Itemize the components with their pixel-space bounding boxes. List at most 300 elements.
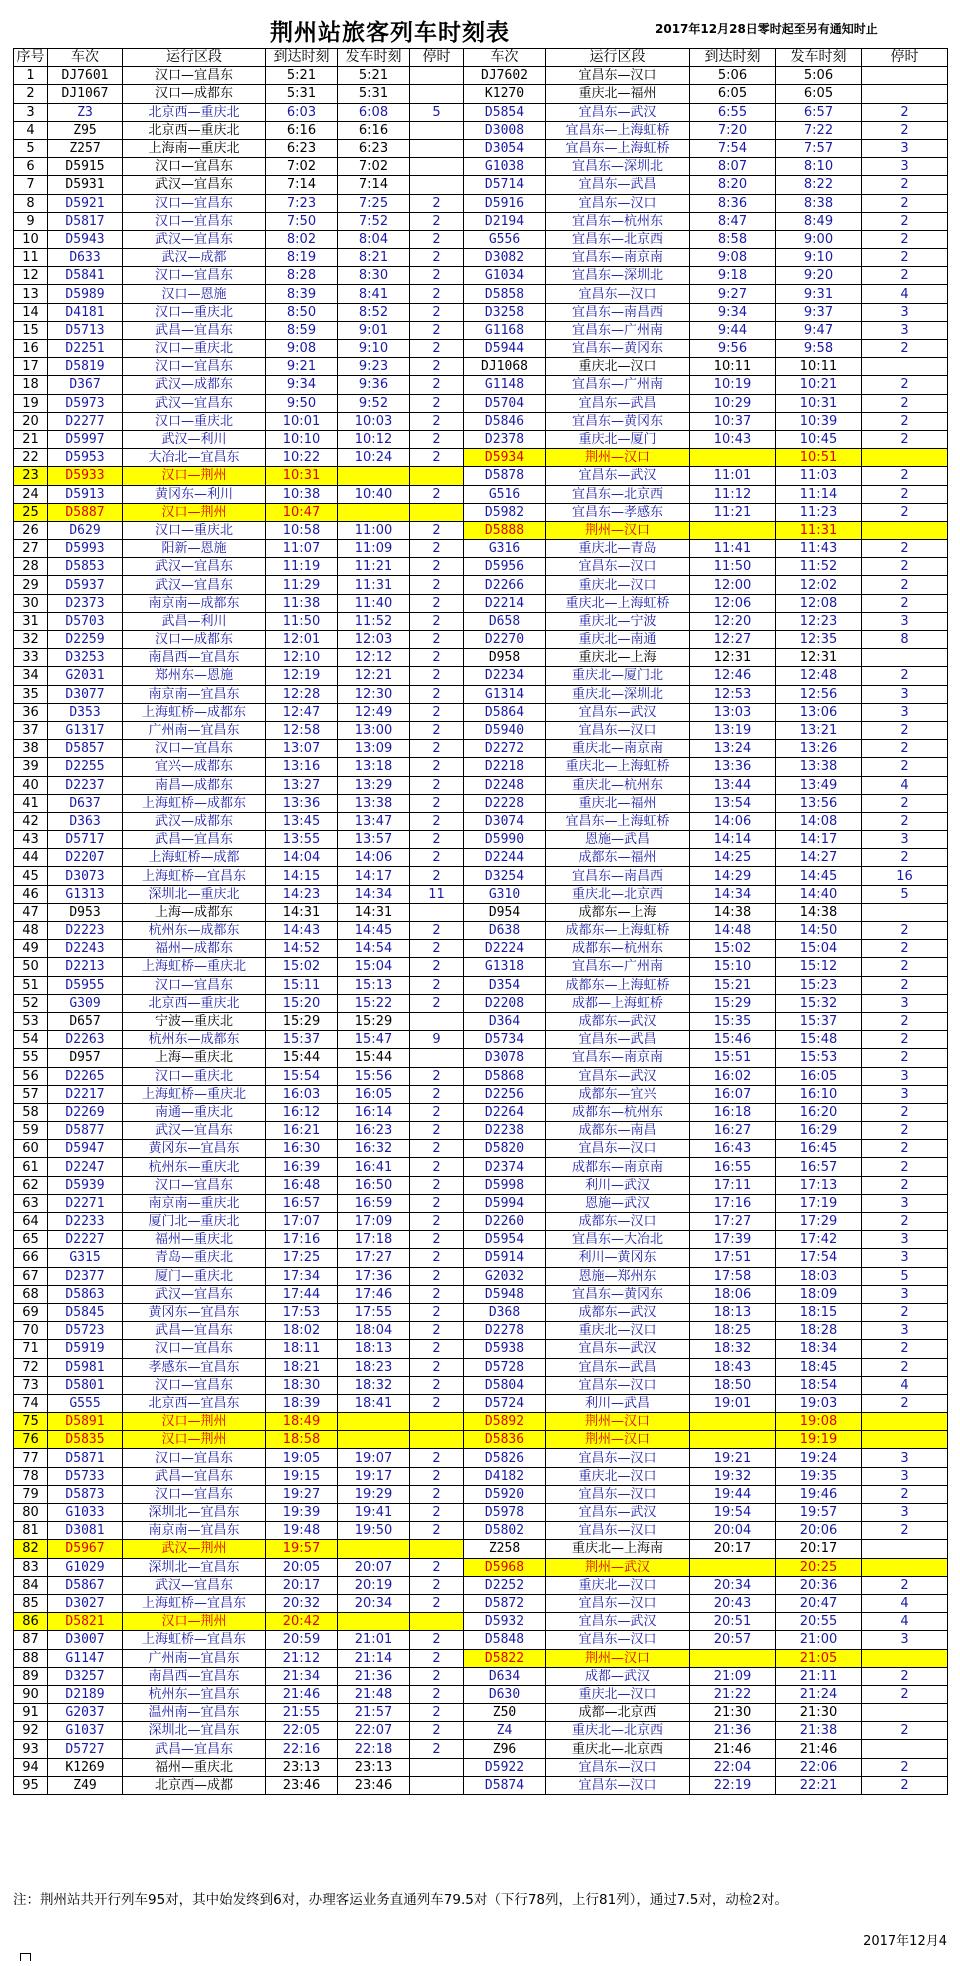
right-route: 宜昌东—南昌西 bbox=[546, 303, 690, 321]
left-stop: 2 bbox=[410, 394, 464, 412]
left-route: 武汉—宜昌东 bbox=[123, 230, 266, 248]
right-stop: 2 bbox=[862, 1340, 948, 1358]
left-depart: 11:09 bbox=[338, 540, 410, 558]
right-stop: 2 bbox=[862, 922, 948, 940]
right-depart: 17:29 bbox=[776, 1213, 862, 1231]
right-depart: 13:21 bbox=[776, 721, 862, 739]
right-train: K1270 bbox=[464, 85, 546, 103]
left-train: D3077 bbox=[48, 685, 123, 703]
row-seq: 93 bbox=[14, 1740, 48, 1758]
left-stop: 2 bbox=[410, 358, 464, 376]
right-train: D3054 bbox=[464, 139, 546, 157]
table-row bbox=[14, 1704, 948, 1722]
left-arrive: 20:59 bbox=[266, 1631, 338, 1649]
left-arrive: 19:48 bbox=[266, 1522, 338, 1540]
right-stop bbox=[862, 449, 948, 467]
left-train: D5835 bbox=[48, 1431, 123, 1449]
left-stop: 2 bbox=[410, 1231, 464, 1249]
right-depart: 21:38 bbox=[776, 1722, 862, 1740]
right-depart: 20:55 bbox=[776, 1613, 862, 1631]
row-seq: 25 bbox=[14, 503, 48, 521]
right-stop: 2 bbox=[862, 758, 948, 776]
table-row bbox=[14, 1522, 948, 1540]
left-depart: 6:08 bbox=[338, 103, 410, 121]
table-row bbox=[14, 467, 948, 485]
right-route: 宜昌东—大冶北 bbox=[546, 1231, 690, 1249]
left-depart: 23:46 bbox=[338, 1776, 410, 1794]
left-stop: 2 bbox=[410, 631, 464, 649]
right-stop: 5 bbox=[862, 885, 948, 903]
left-depart: 17:09 bbox=[338, 1213, 410, 1231]
row-seq: 85 bbox=[14, 1594, 48, 1612]
left-depart: 6:23 bbox=[338, 139, 410, 157]
right-arrive: 12:31 bbox=[690, 649, 776, 667]
right-route: 重庆北—厦门 bbox=[546, 430, 690, 448]
right-train: D3074 bbox=[464, 812, 546, 830]
left-arrive: 10:58 bbox=[266, 521, 338, 539]
right-train: D5914 bbox=[464, 1249, 546, 1267]
left-route: 阳新—恩施 bbox=[123, 540, 266, 558]
left-train: D957 bbox=[48, 1049, 123, 1067]
right-route: 宜昌东—南昌西 bbox=[546, 867, 690, 885]
left-train: D2243 bbox=[48, 940, 123, 958]
right-train: D5714 bbox=[464, 176, 546, 194]
left-depart: 16:23 bbox=[338, 1122, 410, 1140]
right-stop: 2 bbox=[862, 194, 948, 212]
footnote: 注：荆州站共开行列车95对，其中始发终到6对，办理客运业务直通列车79.5对（下行78列，上行81列），通过7.5对，动检2对。 bbox=[13, 1892, 788, 1908]
left-arrive: 10:22 bbox=[266, 449, 338, 467]
left-stop: 2 bbox=[410, 1267, 464, 1285]
left-route: 汉口—宜昌东 bbox=[123, 358, 266, 376]
right-route: 荆州—汉口 bbox=[546, 1413, 690, 1431]
right-depart: 15:37 bbox=[776, 1012, 862, 1030]
right-arrive bbox=[690, 1413, 776, 1431]
right-route: 宜昌东—汉口 bbox=[546, 558, 690, 576]
right-train: D2194 bbox=[464, 212, 546, 230]
left-route: 宜兴—成都东 bbox=[123, 758, 266, 776]
left-stop: 2 bbox=[410, 1631, 464, 1649]
left-arrive: 14:15 bbox=[266, 867, 338, 885]
right-route: 重庆北—厦门北 bbox=[546, 667, 690, 685]
right-route: 成都—北京西 bbox=[546, 1704, 690, 1722]
left-route: 汉口—宜昌东 bbox=[123, 1376, 266, 1394]
left-train: D5937 bbox=[48, 576, 123, 594]
right-depart: 21:11 bbox=[776, 1667, 862, 1685]
right-stop: 3 bbox=[862, 1285, 948, 1303]
right-route: 重庆北—汉口 bbox=[546, 1467, 690, 1485]
left-train: D5981 bbox=[48, 1358, 123, 1376]
left-train: D5997 bbox=[48, 430, 123, 448]
left-arrive: 6:03 bbox=[266, 103, 338, 121]
right-stop: 2 bbox=[862, 576, 948, 594]
left-depart: 11:21 bbox=[338, 558, 410, 576]
right-depart: 9:00 bbox=[776, 230, 862, 248]
right-arrive: 12:27 bbox=[690, 631, 776, 649]
right-depart: 22:06 bbox=[776, 1758, 862, 1776]
left-route: 上海虹桥—重庆北 bbox=[123, 958, 266, 976]
left-stop: 2 bbox=[410, 1740, 464, 1758]
left-depart: 22:07 bbox=[338, 1722, 410, 1740]
right-stop: 2 bbox=[862, 558, 948, 576]
right-depart: 11:14 bbox=[776, 485, 862, 503]
right-stop: 3 bbox=[862, 994, 948, 1012]
right-route: 重庆北—北京西 bbox=[546, 885, 690, 903]
left-train: D5933 bbox=[48, 467, 123, 485]
right-stop: 2 bbox=[862, 1485, 948, 1503]
right-arrive bbox=[690, 1558, 776, 1576]
right-arrive bbox=[690, 449, 776, 467]
right-depart: 13:06 bbox=[776, 703, 862, 721]
left-depart: 18:04 bbox=[338, 1322, 410, 1340]
left-stop bbox=[410, 85, 464, 103]
header-row bbox=[14, 49, 948, 67]
right-route: 宜昌东—汉口 bbox=[546, 1449, 690, 1467]
left-route: 汉口—荆州 bbox=[123, 1613, 266, 1631]
right-route: 成都东—上海虹桥 bbox=[546, 976, 690, 994]
left-train: D3257 bbox=[48, 1667, 123, 1685]
right-train: G1168 bbox=[464, 321, 546, 339]
left-route: 深圳北—宜昌东 bbox=[123, 1504, 266, 1522]
left-stop: 2 bbox=[410, 1667, 464, 1685]
right-stop bbox=[862, 1649, 948, 1667]
left-arrive: 19:39 bbox=[266, 1504, 338, 1522]
left-stop: 2 bbox=[410, 1285, 464, 1303]
left-stop: 2 bbox=[410, 1158, 464, 1176]
row-seq: 88 bbox=[14, 1649, 48, 1667]
right-train: D5948 bbox=[464, 1285, 546, 1303]
left-depart: 21:57 bbox=[338, 1704, 410, 1722]
left-arrive: 22:16 bbox=[266, 1740, 338, 1758]
left-train: D5863 bbox=[48, 1285, 123, 1303]
left-route: 汉口—宜昌东 bbox=[123, 267, 266, 285]
left-route: 武昌—宜昌东 bbox=[123, 321, 266, 339]
left-route: 北京西—重庆北 bbox=[123, 121, 266, 139]
left-route: 武汉—宜昌东 bbox=[123, 576, 266, 594]
left-depart: 11:40 bbox=[338, 594, 410, 612]
left-depart: 17:27 bbox=[338, 1249, 410, 1267]
right-arrive: 8:36 bbox=[690, 194, 776, 212]
left-train: D2189 bbox=[48, 1685, 123, 1703]
right-train: D5944 bbox=[464, 340, 546, 358]
row-seq: 78 bbox=[14, 1467, 48, 1485]
right-train: G1314 bbox=[464, 685, 546, 703]
right-train: D354 bbox=[464, 976, 546, 994]
left-train: D2263 bbox=[48, 1031, 123, 1049]
right-arrive: 6:05 bbox=[690, 85, 776, 103]
right-depart: 19:08 bbox=[776, 1413, 862, 1431]
left-stop: 2 bbox=[410, 1122, 464, 1140]
left-train: D5943 bbox=[48, 230, 123, 248]
right-stop: 2 bbox=[862, 1667, 948, 1685]
right-route: 宜昌东—武汉 bbox=[546, 703, 690, 721]
right-arrive: 20:34 bbox=[690, 1576, 776, 1594]
right-route: 重庆北—上海虹桥 bbox=[546, 594, 690, 612]
left-arrive: 17:34 bbox=[266, 1267, 338, 1285]
left-route: 汉口—荆州 bbox=[123, 467, 266, 485]
left-arrive: 22:05 bbox=[266, 1722, 338, 1740]
col-header-route-2: 运行区段 bbox=[546, 49, 690, 67]
left-arrive: 19:27 bbox=[266, 1485, 338, 1503]
right-stop: 2 bbox=[862, 794, 948, 812]
left-arrive: 15:20 bbox=[266, 994, 338, 1012]
right-depart: 16:45 bbox=[776, 1140, 862, 1158]
left-route: 武汉—成都 bbox=[123, 249, 266, 267]
right-route: 荆州—武汉 bbox=[546, 1558, 690, 1576]
left-train: D633 bbox=[48, 249, 123, 267]
right-route: 成都东—汉口 bbox=[546, 1213, 690, 1231]
row-seq: 51 bbox=[14, 976, 48, 994]
right-arrive: 15:46 bbox=[690, 1031, 776, 1049]
right-train: Z50 bbox=[464, 1704, 546, 1722]
right-arrive: 7:54 bbox=[690, 139, 776, 157]
right-arrive: 19:01 bbox=[690, 1394, 776, 1412]
right-arrive: 16:55 bbox=[690, 1158, 776, 1176]
left-depart: 13:38 bbox=[338, 794, 410, 812]
right-stop: 3 bbox=[862, 1249, 948, 1267]
table-row bbox=[14, 740, 948, 758]
left-train: D5887 bbox=[48, 503, 123, 521]
right-arrive: 20:17 bbox=[690, 1540, 776, 1558]
right-depart: 11:03 bbox=[776, 467, 862, 485]
right-route: 荆州—汉口 bbox=[546, 1649, 690, 1667]
left-train: D5993 bbox=[48, 540, 123, 558]
right-train: D5872 bbox=[464, 1594, 546, 1612]
right-stop: 2 bbox=[862, 249, 948, 267]
left-stop: 2 bbox=[410, 1322, 464, 1340]
left-stop bbox=[410, 158, 464, 176]
left-route: 厦门—重庆北 bbox=[123, 1267, 266, 1285]
right-arrive: 15:21 bbox=[690, 976, 776, 994]
row-seq: 80 bbox=[14, 1504, 48, 1522]
right-route: 宜昌东—武汉 bbox=[546, 467, 690, 485]
table-row bbox=[14, 1431, 948, 1449]
right-stop: 2 bbox=[862, 1049, 948, 1067]
right-train: D2238 bbox=[464, 1122, 546, 1140]
left-depart: 16:50 bbox=[338, 1176, 410, 1194]
row-seq: 50 bbox=[14, 958, 48, 976]
right-route: 重庆北—福州 bbox=[546, 85, 690, 103]
left-stop: 2 bbox=[410, 1558, 464, 1576]
right-route: 成都东—南昌 bbox=[546, 1122, 690, 1140]
row-seq: 7 bbox=[14, 176, 48, 194]
right-stop: 2 bbox=[862, 740, 948, 758]
right-train: D3082 bbox=[464, 249, 546, 267]
left-route: 武汉—宜昌东 bbox=[123, 176, 266, 194]
row-seq: 15 bbox=[14, 321, 48, 339]
left-route: 宁波—重庆北 bbox=[123, 1012, 266, 1030]
left-route: 南昌—成都东 bbox=[123, 776, 266, 794]
row-seq: 74 bbox=[14, 1394, 48, 1412]
left-train: D2237 bbox=[48, 776, 123, 794]
left-route: 汉口—成都东 bbox=[123, 85, 266, 103]
row-seq: 29 bbox=[14, 576, 48, 594]
table-row bbox=[14, 1776, 948, 1794]
row-seq: 72 bbox=[14, 1358, 48, 1376]
left-route: 上海虹桥—宜昌东 bbox=[123, 867, 266, 885]
right-arrive: 19:54 bbox=[690, 1504, 776, 1522]
right-depart: 9:20 bbox=[776, 267, 862, 285]
left-route: 武汉—荆州 bbox=[123, 1540, 266, 1558]
left-stop bbox=[410, 1613, 464, 1631]
left-depart: 21:36 bbox=[338, 1667, 410, 1685]
row-seq: 92 bbox=[14, 1722, 48, 1740]
right-route: 成都东—杭州东 bbox=[546, 1103, 690, 1121]
left-train: D3007 bbox=[48, 1631, 123, 1649]
left-depart: 17:18 bbox=[338, 1231, 410, 1249]
right-depart: 20:25 bbox=[776, 1558, 862, 1576]
left-route: 黄冈东—宜昌东 bbox=[123, 1303, 266, 1321]
table-row bbox=[14, 1358, 948, 1376]
right-train: D5940 bbox=[464, 721, 546, 739]
row-seq: 57 bbox=[14, 1085, 48, 1103]
right-arrive: 15:02 bbox=[690, 940, 776, 958]
right-stop: 3 bbox=[862, 1467, 948, 1485]
left-train: D5953 bbox=[48, 449, 123, 467]
right-depart: 22:21 bbox=[776, 1776, 862, 1794]
right-arrive: 21:46 bbox=[690, 1740, 776, 1758]
right-route: 重庆北—上海南 bbox=[546, 1540, 690, 1558]
right-stop: 3 bbox=[862, 612, 948, 630]
right-route: 宜昌东—深圳北 bbox=[546, 158, 690, 176]
table-row bbox=[14, 812, 948, 830]
row-seq: 41 bbox=[14, 794, 48, 812]
left-train: D5723 bbox=[48, 1322, 123, 1340]
right-depart: 21:30 bbox=[776, 1704, 862, 1722]
left-depart: 12:03 bbox=[338, 631, 410, 649]
left-stop: 2 bbox=[410, 958, 464, 976]
left-stop: 2 bbox=[410, 1176, 464, 1194]
row-seq: 37 bbox=[14, 721, 48, 739]
left-stop: 2 bbox=[410, 612, 464, 630]
left-arrive: 15:29 bbox=[266, 1012, 338, 1030]
right-stop: 2 bbox=[862, 1776, 948, 1794]
left-train: G2031 bbox=[48, 667, 123, 685]
left-stop: 2 bbox=[410, 1194, 464, 1212]
left-arrive: 8:39 bbox=[266, 285, 338, 303]
left-stop: 2 bbox=[410, 267, 464, 285]
table-row bbox=[14, 1213, 948, 1231]
left-depart: 11:52 bbox=[338, 612, 410, 630]
right-arrive: 12:06 bbox=[690, 594, 776, 612]
right-arrive: 17:51 bbox=[690, 1249, 776, 1267]
left-stop: 2 bbox=[410, 340, 464, 358]
right-train: D2234 bbox=[464, 667, 546, 685]
corner-mark bbox=[20, 1953, 31, 1961]
right-stop: 2 bbox=[862, 976, 948, 994]
right-route: 宜昌东—武汉 bbox=[546, 103, 690, 121]
left-arrive: 18:11 bbox=[266, 1340, 338, 1358]
left-route: 武昌—宜昌东 bbox=[123, 1740, 266, 1758]
left-train: D5921 bbox=[48, 194, 123, 212]
right-arrive: 15:10 bbox=[690, 958, 776, 976]
left-arrive: 8:50 bbox=[266, 303, 338, 321]
left-stop: 2 bbox=[410, 1504, 464, 1522]
left-route: 汉口—重庆北 bbox=[123, 412, 266, 430]
left-route: 汉口—重庆北 bbox=[123, 340, 266, 358]
left-route: 杭州东—成都东 bbox=[123, 922, 266, 940]
left-stop: 2 bbox=[410, 303, 464, 321]
left-stop: 2 bbox=[410, 376, 464, 394]
right-route: 宜昌东—上海虹桥 bbox=[546, 139, 690, 157]
right-depart: 18:03 bbox=[776, 1267, 862, 1285]
left-arrive: 8:59 bbox=[266, 321, 338, 339]
right-depart: 8:10 bbox=[776, 158, 862, 176]
left-depart: 8:04 bbox=[338, 230, 410, 248]
left-stop: 2 bbox=[410, 1722, 464, 1740]
right-route: 宜昌东—武汉 bbox=[546, 1067, 690, 1085]
right-depart: 13:56 bbox=[776, 794, 862, 812]
right-route: 重庆北—汉口 bbox=[546, 1685, 690, 1703]
left-depart bbox=[338, 1540, 410, 1558]
right-stop: 2 bbox=[862, 1122, 948, 1140]
left-depart: 7:14 bbox=[338, 176, 410, 194]
right-arrive: 9:34 bbox=[690, 303, 776, 321]
table-row bbox=[14, 1722, 948, 1740]
left-arrive: 8:02 bbox=[266, 230, 338, 248]
table-row bbox=[14, 1540, 948, 1558]
table-row bbox=[14, 249, 948, 267]
right-train: D4182 bbox=[464, 1467, 546, 1485]
left-depart: 13:57 bbox=[338, 831, 410, 849]
left-arrive: 10:47 bbox=[266, 503, 338, 521]
left-depart bbox=[338, 467, 410, 485]
right-route: 重庆北—福州 bbox=[546, 794, 690, 812]
table-row bbox=[14, 194, 948, 212]
right-route: 成都—武汉 bbox=[546, 1667, 690, 1685]
right-arrive: 16:07 bbox=[690, 1085, 776, 1103]
right-train: G1038 bbox=[464, 158, 546, 176]
right-route: 宜昌东—黄冈东 bbox=[546, 1285, 690, 1303]
right-depart: 18:15 bbox=[776, 1303, 862, 1321]
right-depart: 18:28 bbox=[776, 1322, 862, 1340]
right-route: 成都东—武汉 bbox=[546, 1303, 690, 1321]
right-route: 利川—武汉 bbox=[546, 1176, 690, 1194]
left-arrive: 15:11 bbox=[266, 976, 338, 994]
left-stop: 2 bbox=[410, 1449, 464, 1467]
left-train: Z257 bbox=[48, 139, 123, 157]
right-arrive: 12:20 bbox=[690, 612, 776, 630]
right-depart: 14:17 bbox=[776, 831, 862, 849]
footer-date: 2017年12月4 bbox=[863, 1934, 947, 1949]
right-stop: 2 bbox=[862, 412, 948, 430]
left-arrive: 14:31 bbox=[266, 903, 338, 921]
left-train: G2037 bbox=[48, 1704, 123, 1722]
right-stop: 8 bbox=[862, 631, 948, 649]
right-train: G1034 bbox=[464, 267, 546, 285]
right-arrive: 14:14 bbox=[690, 831, 776, 849]
left-train: D5857 bbox=[48, 740, 123, 758]
right-train: D5836 bbox=[464, 1431, 546, 1449]
right-route: 宜昌东—黄冈东 bbox=[546, 412, 690, 430]
right-arrive: 14:29 bbox=[690, 867, 776, 885]
row-seq: 81 bbox=[14, 1522, 48, 1540]
right-route: 宜昌东—汉口 bbox=[546, 1485, 690, 1503]
right-depart: 5:06 bbox=[776, 67, 862, 85]
left-train: D2227 bbox=[48, 1231, 123, 1249]
left-stop: 2 bbox=[410, 794, 464, 812]
left-arrive: 12:10 bbox=[266, 649, 338, 667]
left-train: Z49 bbox=[48, 1776, 123, 1794]
right-stop: 3 bbox=[862, 158, 948, 176]
right-train: D368 bbox=[464, 1303, 546, 1321]
left-train: Z95 bbox=[48, 121, 123, 139]
right-arrive: 14:06 bbox=[690, 812, 776, 830]
right-train: D2252 bbox=[464, 1576, 546, 1594]
right-stop: 2 bbox=[862, 1722, 948, 1740]
left-arrive: 18:39 bbox=[266, 1394, 338, 1412]
left-stop: 2 bbox=[410, 1067, 464, 1085]
left-route: 黄冈东—利川 bbox=[123, 485, 266, 503]
